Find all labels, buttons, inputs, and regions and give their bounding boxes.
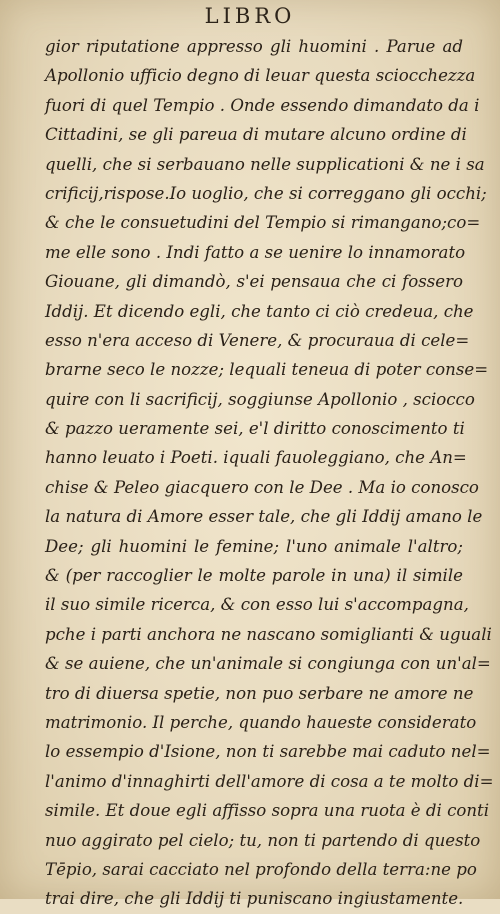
text-line: nuo aggirato pel cielo; tu, non ti partendo di questo [45, 830, 481, 850]
text-line: esso n'era acceso di Venere, & procuraua di cele= [45, 330, 470, 350]
text-line: quire con li sacrificij, soggiunse Apollonio , sciocco [45, 389, 475, 409]
text-line: matrimonio. Il perche, quando haueste considerato [45, 712, 477, 732]
text-line: simile. Et doue egli affisso sopra una ruota è di conti [45, 801, 490, 821]
text-line: pche i parti anchora ne nascano somiglianti & uguali [45, 624, 492, 644]
text-line: l'animo d'innaghirti dell'amore di cosa a te molto di= [45, 771, 494, 791]
text-line: & (per raccoglier le molte parole in una) il simile [45, 566, 463, 586]
text-line: & se auiene, che un'animale si congiunga con un'al= [45, 654, 491, 674]
text-line: Dee; gli huomini le femine; l'uno animale l'altro; [45, 536, 463, 556]
text-line: me elle sono . Indi fatto a se uenire lo innamorato [45, 242, 466, 262]
text-line: tro di diuersa spetie, non puo serbare ne amore ne [45, 683, 474, 703]
text-line: Cittadini, se gli pareua di mutare alcuno ordine di [45, 125, 467, 145]
text-line: & pazzo ueramente sei, e'l diritto conoscimento ti [45, 419, 465, 439]
text-line: la natura di Amore esser tale, che gli Iddij amano le [45, 507, 483, 527]
text-line: Apollonio ufficio degno di leuar questa sciocchezza [45, 66, 476, 86]
text-line: il suo simile ricerca, & con esso lui s'accompagna, [45, 595, 469, 615]
text-line: Giouane, gli dimandò, s'ei pensaua che ci fossero [45, 272, 463, 292]
running-header: LIBRO [204, 4, 296, 28]
text-line: quelli, che si serbauano nelle supplicationi & ne i sa [45, 154, 485, 174]
text-line: & che le consuetudini del Tempio si rimangano;co= [45, 213, 481, 233]
body-text [45, 32, 494, 914]
text-line: crificij,rispose.Io uoglio, che si correggano gli occhi; [45, 183, 487, 203]
text-line: Tēpio, sarai cacciato nel profondo della terra:ne po [45, 859, 477, 879]
text-line: Iddij. Et dicendo egli, che tanto ci ciò credeua, che [45, 301, 474, 321]
text-line: chise & Peleo giacquero con le Dee . Ma io conosco [45, 477, 479, 497]
text-line: gior riputatione appresso gli huomini . Parue ad [45, 37, 463, 56]
text-line: hanno leuato i Poeti. iquali fauoleggiano, che An= [45, 448, 467, 468]
text-line: lo essempio d'Isione, non ti sarebbe mai caduto nel= [45, 742, 491, 762]
text-line: brarne seco le nozze; lequali teneua di poter conse= [45, 360, 489, 380]
text-line: fuori di quel Tempio . Onde essendo dimandato da i [45, 95, 480, 115]
text-line: trai dire, che gli Iddij ti puniscano ingiustamente. [45, 889, 464, 909]
